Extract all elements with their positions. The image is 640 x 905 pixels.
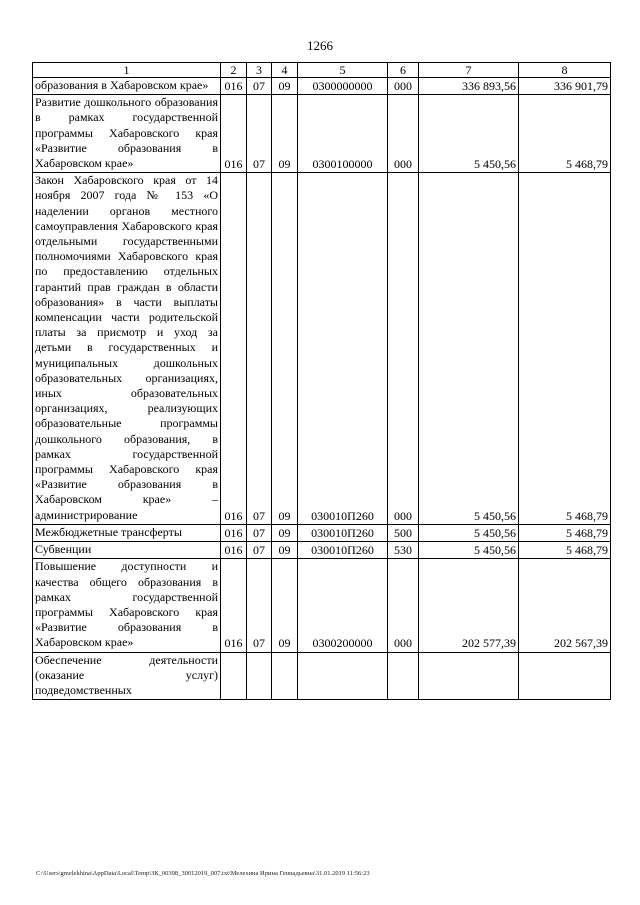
cell-target-article: 030010П260 <box>298 173 388 525</box>
row-name: образования в Хабаровском крае» <box>33 78 221 95</box>
table-row <box>33 559 611 652</box>
cell-subsection: 09 <box>272 542 298 559</box>
cell-expense-type <box>388 652 419 700</box>
cell-ministry: 016 <box>221 542 247 559</box>
table-row <box>33 78 611 95</box>
table-row <box>33 542 611 559</box>
column-header: 3 <box>247 63 272 78</box>
cell-subsection: 09 <box>272 559 298 652</box>
column-header: 2 <box>221 63 247 78</box>
cell-section <box>247 652 272 700</box>
cell-ministry: 016 <box>221 559 247 652</box>
cell-amount-year1: 5 450,56 <box>419 524 519 541</box>
cell-expense-type: 000 <box>388 173 419 525</box>
cell-expense-type: 000 <box>388 559 419 652</box>
cell-ministry <box>221 652 247 700</box>
cell-amount-year2: 5 468,79 <box>519 173 611 525</box>
cell-subsection: 09 <box>272 95 298 173</box>
cell-amount-year2: 5 468,79 <box>519 542 611 559</box>
cell-amount-year2: 336 901,79 <box>519 78 611 95</box>
row-name: Развитие дошкольного образования в рамках государственной программы Хабаровского края «Развитие образования в Хабаровском крае» <box>33 95 221 173</box>
cell-section: 07 <box>247 78 272 95</box>
row-name: Закон Хабаровского края от 14 ноября 2007 года № 153 «О наделении органов местного самоуправления Хабаровского края отдельными государственными полномочиями Хабаровского края по предоставлению отдельных гарантий прав граждан в области образования» в части выплаты компенсации части родительской платы за присмотр и уход за детьми в государственных и муниципальных дошкольных образовательных организациях, иных образовательных организациях, реализующих образовательные программы дошкольного образования, в рамках государственной программы Хабаровского края «Развитие образования в Хабаровском крае» – администрирование <box>33 173 221 525</box>
cell-ministry: 016 <box>221 95 247 173</box>
cell-target-article: 0300200000 <box>298 559 388 652</box>
cell-amount-year1: 5 450,56 <box>419 173 519 525</box>
row-name: Межбюджетные трансферты <box>33 524 221 541</box>
cell-expense-type: 000 <box>388 78 419 95</box>
cell-section: 07 <box>247 542 272 559</box>
cell-target-article: 030010П260 <box>298 524 388 541</box>
cell-subsection <box>272 652 298 700</box>
cell-target-article: 0300000000 <box>298 78 388 95</box>
cell-amount-year1: 5 450,56 <box>419 95 519 173</box>
cell-ministry: 016 <box>221 524 247 541</box>
cell-amount-year2 <box>519 652 611 700</box>
footer-file-path: C:\Users\gmelekhina\AppData\Local\Temp\ЗК_00398_30012019_007.txt\Мелехина Ирина Геннадьевна\31.01.2019 11:56:23 <box>36 870 370 877</box>
table-header-row <box>33 63 611 78</box>
cell-expense-type: 000 <box>388 95 419 173</box>
cell-amount-year1: 5 450,56 <box>419 542 519 559</box>
cell-section: 07 <box>247 95 272 173</box>
cell-expense-type: 500 <box>388 524 419 541</box>
column-header: 8 <box>519 63 611 78</box>
cell-subsection: 09 <box>272 78 298 95</box>
cell-section: 07 <box>247 524 272 541</box>
cell-target-article: 030010П260 <box>298 542 388 559</box>
cell-expense-type: 530 <box>388 542 419 559</box>
cell-section: 07 <box>247 173 272 525</box>
column-header: 5 <box>298 63 388 78</box>
cell-amount-year2: 5 468,79 <box>519 524 611 541</box>
cell-section: 07 <box>247 559 272 652</box>
table-row <box>33 173 611 525</box>
budget-table <box>32 62 611 700</box>
row-name: Повышение доступности и качества общего образования в рамках государственной программы Хабаровского края «Развитие образования в Хабаровском крае» <box>33 559 221 652</box>
cell-ministry: 016 <box>221 78 247 95</box>
column-header: 6 <box>388 63 419 78</box>
column-header: 7 <box>419 63 519 78</box>
table-row <box>33 652 611 700</box>
cell-amount-year2: 202 567,39 <box>519 559 611 652</box>
table-row <box>33 524 611 541</box>
cell-ministry: 016 <box>221 173 247 525</box>
cell-target-article: 0300100000 <box>298 95 388 173</box>
cell-amount-year2: 5 468,79 <box>519 95 611 173</box>
column-header: 4 <box>272 63 298 78</box>
cell-subsection: 09 <box>272 173 298 525</box>
column-header: 1 <box>33 63 221 78</box>
row-name: Обеспечение деятельности (оказание услуг) подведомственных <box>33 652 221 700</box>
table-row <box>33 95 611 173</box>
cell-amount-year1: 202 577,39 <box>419 559 519 652</box>
cell-amount-year1 <box>419 652 519 700</box>
row-name: Субвенции <box>33 542 221 559</box>
cell-subsection: 09 <box>272 524 298 541</box>
cell-amount-year1: 336 893,56 <box>419 78 519 95</box>
page-number: 1266 <box>307 38 333 53</box>
cell-target-article <box>298 652 388 700</box>
